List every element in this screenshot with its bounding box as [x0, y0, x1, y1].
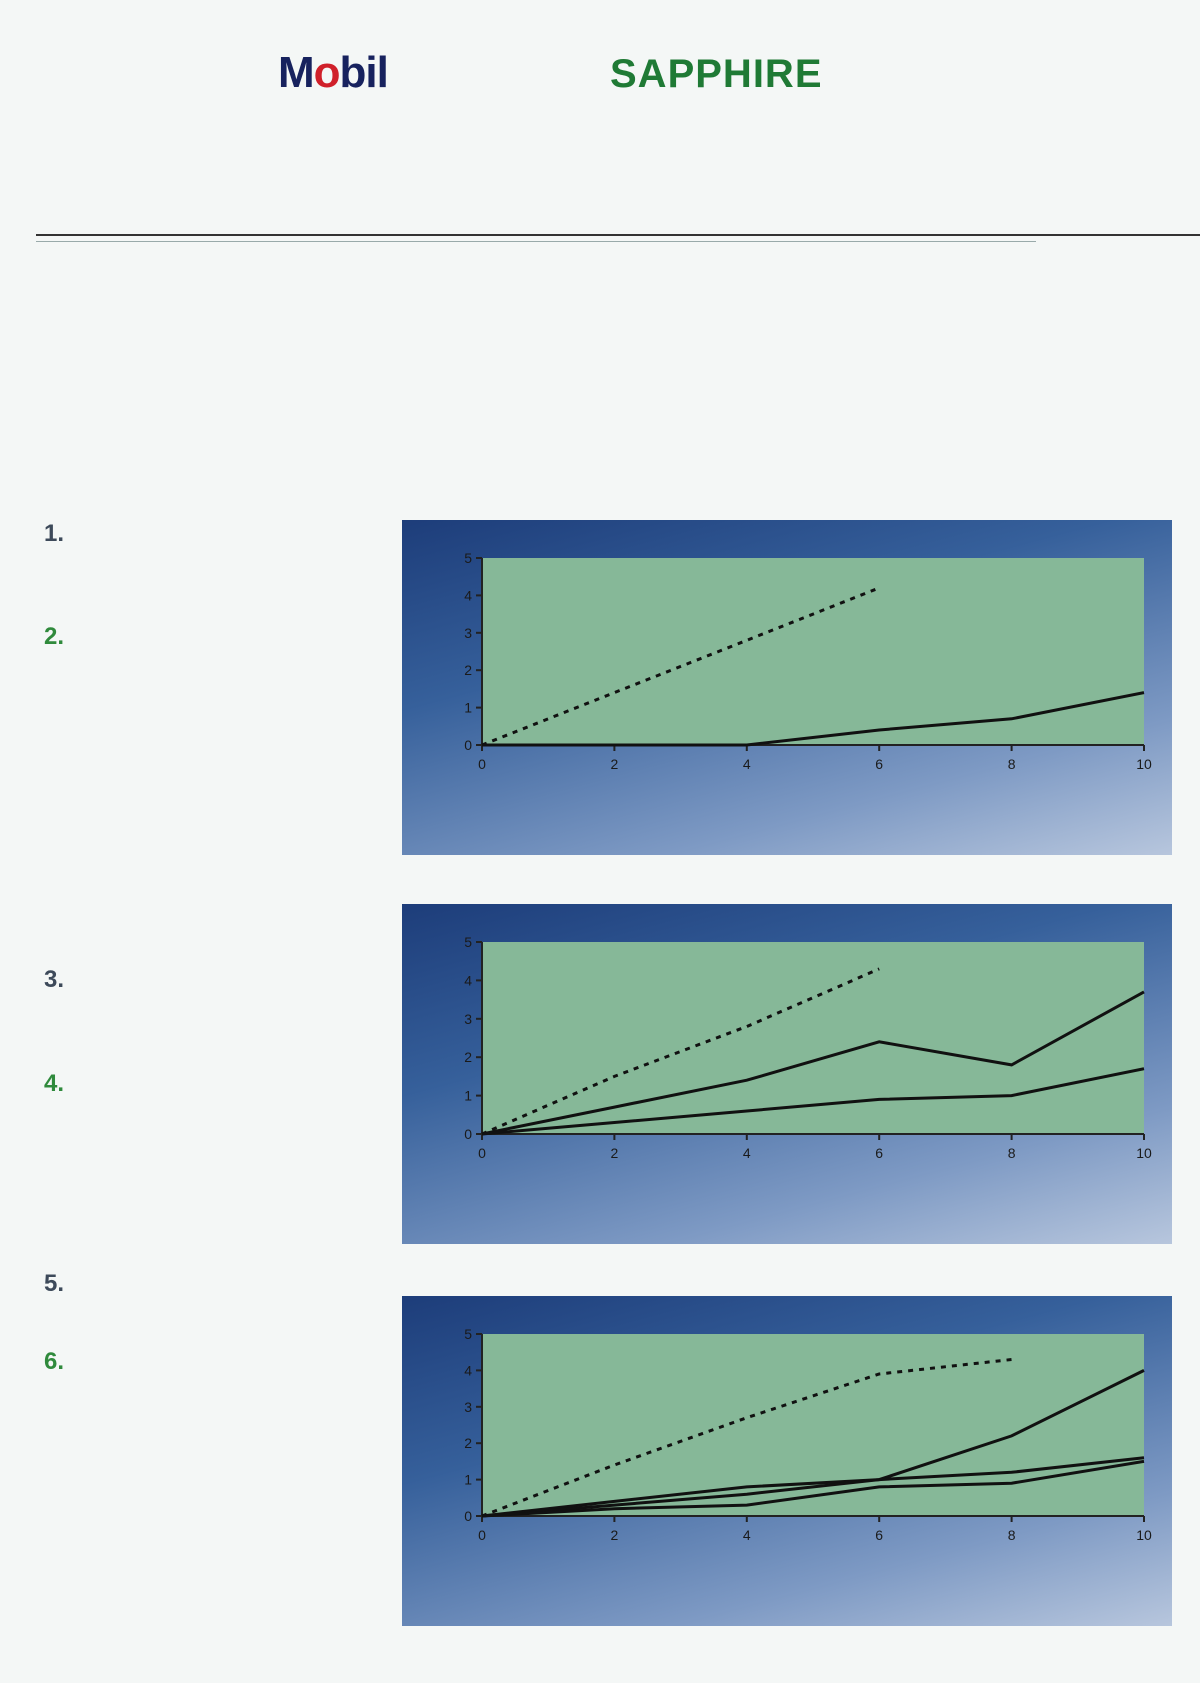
y-tick-label: 0	[464, 1126, 472, 1142]
y-tick-label: 4	[464, 1362, 472, 1379]
y-tick-label: 5	[464, 550, 472, 566]
x-tick-label: 8	[1007, 756, 1016, 772]
y-tick-label: 3	[464, 1398, 472, 1415]
y-tick-label: 0	[464, 1508, 472, 1524]
x-tick-label: 2	[610, 1527, 619, 1543]
x-tick-label: 4	[742, 756, 751, 772]
y-tick-label: 5	[464, 1326, 472, 1342]
sidebar-item-3	[44, 968, 384, 992]
y-tick-label: 3	[464, 1010, 472, 1027]
title-subrule	[36, 241, 1036, 242]
y-tick-label: 5	[464, 934, 472, 950]
y-tick-label: 4	[464, 587, 472, 604]
plot-area	[482, 1334, 1144, 1516]
sidebar-item-5	[44, 1272, 384, 1296]
x-tick-label: 6	[875, 1527, 884, 1543]
sidebar-item-2	[44, 625, 384, 649]
sidebar-item-1	[44, 522, 384, 546]
mobil-logo-o: o	[313, 48, 340, 97]
x-tick-label: 2	[610, 1145, 619, 1161]
sidebar-item-6	[44, 1350, 384, 1374]
plot-area	[482, 558, 1144, 745]
x-tick-label: 6	[875, 756, 884, 772]
x-tick-label: 10	[1136, 1145, 1152, 1161]
y-tick-label: 4	[464, 972, 472, 989]
x-tick-label: 2	[610, 756, 619, 772]
y-tick-label: 2	[464, 662, 472, 679]
sapphire-logo: SAPPHIRE	[610, 52, 823, 96]
x-tick-label: 4	[742, 1527, 751, 1543]
y-tick-label: 1	[464, 1087, 472, 1104]
mobil-logo	[278, 48, 388, 98]
sidebar-marker: 5.	[44, 1270, 65, 1297]
x-tick-label: 8	[1007, 1527, 1016, 1543]
y-tick-label: 3	[464, 624, 472, 641]
sidebar-marker: 1.	[44, 520, 65, 547]
title-rule	[36, 234, 1200, 236]
mobil-logo-rest: bil	[339, 48, 388, 97]
chart-1	[402, 520, 1172, 855]
chart-panel-2	[402, 904, 1172, 1244]
y-tick-label: 2	[464, 1435, 472, 1452]
x-tick-label: 6	[875, 1145, 884, 1161]
y-tick-label: 1	[464, 1471, 472, 1488]
x-tick-label: 10	[1136, 1527, 1152, 1543]
y-tick-label: 2	[464, 1049, 472, 1066]
sidebar-marker: 4.	[44, 1070, 65, 1097]
x-tick-label: 8	[1007, 1145, 1016, 1161]
y-tick-label: 0	[464, 737, 472, 753]
chart-3	[402, 1296, 1172, 1626]
chart-panel-1	[402, 520, 1172, 855]
y-tick-label: 1	[464, 699, 472, 716]
x-tick-label: 0	[478, 1145, 486, 1161]
sidebar-marker: 2.	[44, 623, 65, 650]
intro-right-column	[616, 270, 1166, 284]
x-tick-label: 0	[478, 756, 486, 772]
x-tick-label: 4	[742, 1145, 751, 1161]
x-tick-label: 10	[1136, 756, 1152, 772]
x-tick-label: 0	[478, 1527, 486, 1543]
chart-panel-3	[402, 1296, 1172, 1626]
sidebar-item-4	[44, 1072, 384, 1096]
sidebar-marker: 6.	[44, 1348, 65, 1375]
intro-left-column	[36, 270, 586, 284]
header	[0, 44, 1200, 104]
mobil-logo-part: M	[278, 48, 314, 97]
chart-2	[402, 904, 1172, 1244]
sidebar-marker: 3.	[44, 966, 65, 993]
